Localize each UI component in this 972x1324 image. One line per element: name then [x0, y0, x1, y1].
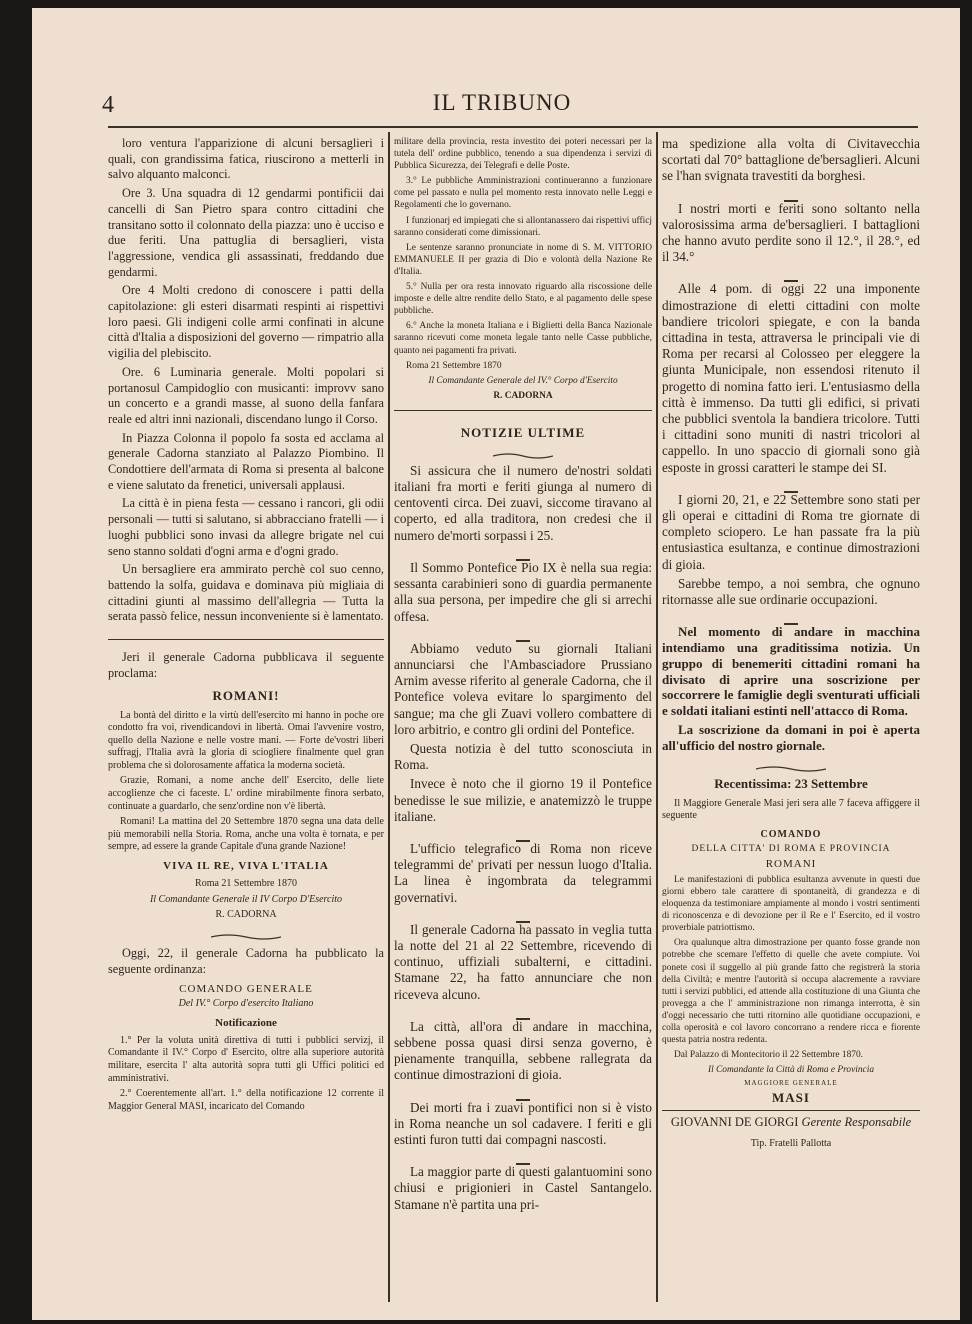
separator	[394, 910, 652, 918]
ordinance-article: 3.° Le pubbliche Amministrazioni continueranno a funzionare come pel passato e nulla pel momento resta innovato nelle Leggi e Regolamenti che lo governano.	[394, 176, 652, 211]
signature-name: R. CADORNA	[215, 909, 277, 921]
news-item: Alle 4 pom. di oggi 22 una imponente dimostrazione di eletti cittadini con molte bandiere tricolori spiegate, e con la banda cittadina in testa, attraversa le principali vie di Roma per recarsi al Colosseo per eleggere la giunta Municipale, non essendosi ritenuto il progetto di nomina fatto ieri. L'entusiasmo della città è immenso. Da tutti gli edifici, si privati che pubblici sventola la bandiera tricolore. Tutti i cittadini sono muniti di nastri tricolori al cappello. In uno spaccio di giornali sono già esposte in grossi caratteri le stampe dei SI.	[662, 281, 920, 475]
paragraph: In Piazza Colonna il popolo fa sosta ed acclama al generale Cadorna stanziato al Palazzo Piombino. Il Condottiere dell'armata di Roma si presenta al balcone e viene salutato da frenetici, universali applausi.	[108, 430, 384, 492]
decree-text: Ora qualunque altra dimostrazione per quanto fosse grande non potrebbe che scemare l'effetto di quelle che avete compiute. Voi ponete così il suggello al più grande fatto che registrerà la storia della Civiltà; e mentre l'autorità si occupa alacremente a ravviare tutti i servizi pubblici, ed attende alla costituzione di una Giunta che provegga a che l' amministrazione non rimanga interrotta, è sin d'oggi necessario che tutti ritornino alle quotidiane occupazioni, e colla operosità e col lavoro concorrano a rendere ricca e fiorente questa patria nostra redenta.	[662, 938, 920, 1046]
proclamation-slogan: VIVA IL RE, VIVA L'ITALIA	[163, 860, 329, 873]
column-divider-1	[388, 132, 390, 1302]
proclamation-heading: ROMANI!	[212, 687, 280, 703]
subscription-notice: La soscrizione da domani in poi è aperta all'ufficio del nostro giornale.	[662, 722, 920, 753]
decree-subheading: DELLA CITTA' DI ROMA E PROVINCIA	[691, 843, 891, 854]
decree-heading: COMANDO	[760, 828, 822, 840]
column-2	[394, 136, 652, 1301]
printer-line: Tip. Fratelli Pallotta	[750, 1138, 832, 1150]
masthead-title: IL TRIBUNO	[432, 90, 572, 115]
news-item: La maggior parte di questi galantuomini sono chiusi e prigionieri in Castel Santangelo. Stamane n'è partita una pri-	[394, 1164, 652, 1212]
separator	[394, 1007, 652, 1015]
separator	[662, 612, 920, 620]
news-item: I giorni 20, 21, e 22 Settembre sono stati per gli operai e cittadini di Roma tre giornate di completo sciopero. Le han passate fra la più entusiastica esultanza, e continue dimostrazioni di gioia.	[662, 491, 920, 572]
ordinance-article: 1.° Per la voluta unità direttiva di tutti i pubblici servizj, il Comandante il IV.° Corpo d' Esercito, oltre alla superiore autorità militare, esercita l' alta autorità sopra tutti gli Uffici politici ed amministrativi.	[108, 1034, 384, 1084]
signature-rank: MAGGIORE GENERALE	[744, 1079, 838, 1088]
separator	[394, 1088, 652, 1096]
news-item: Il generale Cadorna ha passato in veglia tutta la notte del 21 al 22 Settembre, ricevendo di continuo, uffiziali subalterni, e cittadini. Stamane 22, ha fatto annunciare che non riceveva alcuno.	[394, 921, 652, 1002]
ordinance-article: Le sentenze saranno pronunciate in nome di S. M. VITTORIO EMMANUELE II per grazia di Dio e volontà della Nazione Re d'Italia.	[394, 242, 652, 277]
separator	[662, 189, 920, 197]
paragraph: Oggi, 22, il generale Cadorna ha pubblicato la seguente ordinanza:	[108, 945, 384, 976]
separator	[394, 629, 652, 637]
news-item: Il Sommo Pontefice Pio IX è nella sua regia: sessanta carabinieri sono di guardia permanente alla sua persona, per impedire che gli si arrechi offesa.	[394, 559, 652, 624]
ordinance-article: 6.° Anche la moneta Italiana e i Biglietti della Banca Nazionale saranno ricevuti come moneta legale tanto nelle Casse pubbliche, quanto nei pagamenti fra privati.	[394, 321, 652, 356]
ornament-divider	[108, 928, 384, 938]
news-item: La città, all'ora di andare in macchina, sebbene possa quasi dirsi senza governo, è pienamente tranquilla, sebbene rallegrata da continue dimostrazioni di gioia.	[394, 1018, 652, 1083]
news-item: L'ufficio telegrafico di Roma non riceve telegrammi de' privati per nessun luogo d'Italia. La linea è ingombrata da telegrammi governativi.	[394, 840, 652, 905]
paragraph: loro ventura l'apparizione di alcuni bersaglieri i quali, con grandissima fatica, riuscirono a metterli in salvo alquanto malconci.	[108, 136, 384, 182]
page-number: 4	[102, 92, 114, 118]
subscription-notice: Nel momento di andare in macchina intendiamo una graditissima notizia. Un gruppo di benemeriti cittadini romani ha divisato di aprire una soscrizione per soccorrere le famiglie degli sventurati ufficiali e soldati italiani estinti nell'attacco di Roma.	[662, 624, 920, 719]
publisher-line	[662, 1115, 920, 1130]
news-item: I nostri morti e feriti sono soltanto nella valorosissima arma de'bersaglieri. I battaglioni che hanno avuto perdite sono il 12.°, il 28.°, ed il 34.°	[662, 200, 920, 265]
ornament-divider	[394, 447, 652, 457]
signature-name: MASI	[772, 1090, 810, 1106]
separator	[394, 829, 652, 837]
signature-name: R. CADORNA	[493, 390, 553, 401]
proclamation-text: Romani! La mattina del 20 Settembre 1870 segna una data delle più memorabili nella Storia. Roma, anche una volta è tornata, e per sempre, ad essere la grande Capitale d'una grande Nazione!	[108, 816, 384, 853]
signature-title: Il Comandante la Città di Roma e Provincia	[707, 1065, 875, 1076]
news-item: Questa notizia è del tutto sconosciuta in Roma.	[394, 740, 652, 773]
ordinance-article: militare della provincia, resta investito dei poteri necessari per la tutela dell' ordine pubblico, tenendo a sua dipendenza i servizi di Pubblica Sicurezza, dei Telegrafi e delle Poste.	[394, 137, 652, 172]
paragraph: Jeri il generale Cadorna pubblicava il seguente proclama:	[108, 650, 384, 680]
header-rule	[108, 126, 918, 128]
section-rule	[394, 410, 652, 411]
paragraph: Il Maggiore Generale Masi jeri sera alle 7 faceva affiggere il seguente	[662, 797, 920, 822]
section-rule	[662, 1110, 920, 1111]
paragraph: Ore 4 Molti credono di conoscere i patti della capitolazione: gli esteri disarmati respinti ai rispettivi loro paesi. Gli indigeni colle armi confinati in alcune città d'Italia a disposizioni del governo — rimpatrio alla vigilia del plebiscito.	[108, 283, 384, 361]
news-item: Si assicura che il numero de'nostri soldati italiani fra morti e feriti giunga al numero di centoventi circa. Dei zuavi, siccome tiravano al coperto, ed alla traditora, non credesi che il numero de'morti sorpassi i 25.	[394, 462, 652, 543]
signature-title: Il Comandante Generale il IV Corpo D'Esercito	[149, 893, 343, 905]
section-title: NOTIZIE ULTIME	[460, 424, 586, 440]
date-line: Roma 21 Settembre 1870	[406, 360, 502, 371]
signature-title: Il Comandante Generale del IV.° Corpo d'Esercito	[428, 375, 618, 386]
proclamation-text: La bontà del diritto e la virtù dell'esercito mi hanno in poche ore condotto fra voi, rivendicandovi in libertà. Omai l'avvenire vostro, quello della Nazione e nelle vostre mani. — Forte de'vostri liberi suffragj, l'Italia avrà la gloria di sciogliere finalmente quel gran problema che sì dolorosamente affatica la moderna società.	[108, 709, 384, 771]
paragraph: Ore. 6 Luminaria generale. Molti popolari si portanosul Campidoglio con musicanti: improvv sano un concerto e a grandi masse, al suono della fanfara reale ed altri inni nazionali, discendano lungo il Corso.	[108, 364, 384, 426]
separator	[662, 269, 920, 277]
ordinance-article: 5.° Nulla per ora resta innovato riguardo alla riscossione delle imposte e delle altre rendite dello Stato, e al pagamento delle spese pubbliche.	[394, 282, 652, 317]
ordinance-article: I funzionarj ed impiegati che si allontanassero dai rispettivi ufficj saranno considerati come dimissionari.	[394, 215, 652, 238]
ornament-divider	[662, 760, 920, 770]
news-item: Abbiamo veduto su giornali Italiani annunciarsi che l'Ambasciadore Prussiano Arnim avesse riferito al generale Cadorna, che il Pontefice voleva evitare lo spargimento del sangue; ma che gli Zuavi vollero combattere di loro arbitrio, e contro gli ordini del Pontefice.	[394, 640, 652, 737]
paragraph: Ore 3. Una squadra di 12 gendarmi pontificii dai cancelli di San Pietro spara contro cittadini che transitano sotto il colonnato della piazza: uno è ucciso e due feriti. Una pattuglia di bersaglieri, vista l'aggressione, vendica gli assassinati, freddando due gendarmi.	[108, 186, 384, 279]
ordinance-article: 2.° Coerentemente all'art. 1.° della notificazione 12 corrente il Maggior General MASI, incaricato del Comando	[108, 1088, 384, 1112]
proclamation-text: Grazie, Romani, a nome anche dell' Esercito, delle liete accoglienze che ci faceste. L' ordine mirabilmente finora serbato, continuate a guardarlo, che senz'ordine non v'è libertà.	[108, 775, 384, 812]
recent-news-title: Recentissima: 23 Settembre	[714, 775, 868, 791]
column-3	[662, 136, 920, 1301]
decree-text: Le manifestazioni di pubblica esultanza avvenute in questi due giorni ebbero tale carattere di spontaneità, di grandezza e di eloquenza da testimoniare ampiamente al mondo i vostri sentimenti di riconoscenza e di devozione per il Re e l' Esercito, ed il vostro proverbiale patriottismo.	[662, 874, 920, 934]
column-divider-2	[656, 132, 658, 1302]
ordinance-heading: COMANDO GENERALE	[179, 983, 313, 996]
section-rule	[108, 639, 384, 640]
date-line: Dal Palazzo di Montecitorio il 22 Settembre 1870.	[674, 1050, 864, 1061]
paragraph: La città è in piena festa — cessano i rancori, gli odii personali — tutti si salutano, si abbracciano fratelli — i luoghi pubblici sono invasi da allegre brigate nel cui seno stanno soldati d'ogni arma e d'ogni grado.	[108, 496, 384, 558]
separator	[662, 480, 920, 488]
decree-address: ROMANI	[765, 857, 817, 870]
paragraph: Un bersagliere era ammirato perchè col suo cenno, battendo la solfa, guidava e dominava più migliaia di cittadini giunti al massimo dell'allegria — Tutta la serata passò felice, nessun inconveniente si è lamentato.	[108, 562, 384, 624]
separator	[394, 1152, 652, 1160]
news-item: Sarebbe tempo, a noi sembra, che ognuno ritornasse alle sue ordinarie occupazioni.	[662, 575, 920, 608]
notification-title: Notificazione	[215, 1016, 277, 1029]
news-item: Invece è noto che il giorno 19 il Pontefice benedisse le sue milizie, e anatemizzò le truppe italiane.	[394, 776, 652, 824]
publisher-name: GIOVANNI DE GIORGI	[670, 1115, 799, 1130]
newspaper-page	[32, 8, 960, 1320]
news-item: Dei morti fra i zuavi pontifici non si è visto in Roma neanche un sol cadavere. I feriti e gli estinti furon tutti dai compagni nascosti.	[394, 1099, 652, 1147]
column-1	[108, 136, 384, 1301]
separator	[394, 548, 652, 556]
news-item: ma spedizione alla volta di Civitavecchia scortati dal 70° battaglione de'bersaglieri. Alcuni se l'han svignata travestiti da borghesi.	[662, 136, 920, 184]
date-line: Roma 21 Settembre 1870	[195, 878, 297, 890]
ordinance-subheading: Del IV.° Corpo d'esercito Italiano	[178, 998, 314, 1010]
publisher-role: Gerente Responsabile	[801, 1115, 912, 1130]
